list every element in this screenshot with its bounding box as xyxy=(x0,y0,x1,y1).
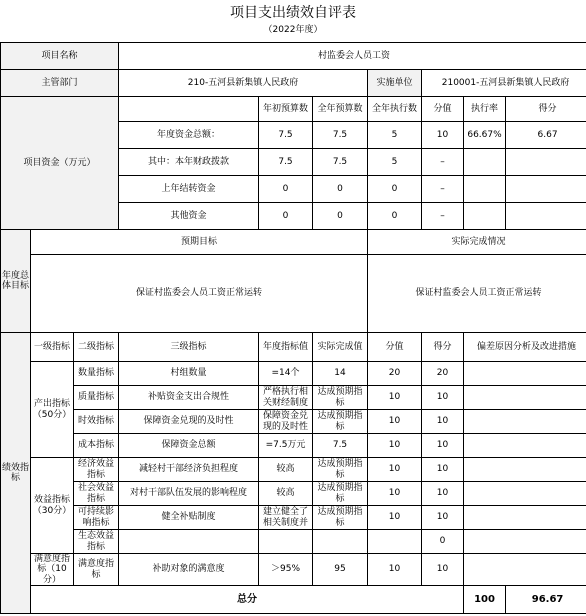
perf-score: 10 xyxy=(422,434,464,458)
perf-header-deviation: 偏差原因分析及改进措施 xyxy=(464,333,586,362)
funds-header-executed: 全年执行数 xyxy=(368,97,422,122)
perf-row xyxy=(1,482,586,506)
funds-row-label: 上年结转资金 xyxy=(119,176,259,203)
funds-rate xyxy=(464,149,506,176)
funds-annual: 7.5 xyxy=(313,122,368,149)
project-label: 项目名称 xyxy=(1,43,119,70)
goals-section-label: 年度总体目标 xyxy=(1,230,31,333)
perf-points xyxy=(368,530,422,554)
perf-points: 10 xyxy=(368,554,422,586)
perf-deviation xyxy=(464,506,586,530)
perf-l3: 对村干部队伍发展的影响程度 xyxy=(119,482,259,506)
funds-row-label: 其他资金 xyxy=(119,203,259,230)
perf-section-label: 绩效指标 xyxy=(1,333,31,614)
funds-points: – xyxy=(422,149,464,176)
funds-points: 10 xyxy=(422,122,464,149)
perf-points: 20 xyxy=(368,362,422,386)
funds-initial: 7.5 xyxy=(259,149,313,176)
funds-score: 6.67 xyxy=(506,122,586,149)
funds-annual: 7.5 xyxy=(313,149,368,176)
perf-l3: 保障资金兑现的及时性 xyxy=(119,410,259,434)
expected-goal: 保证村监委会人员工资正常运转 xyxy=(31,255,368,333)
perf-score: 10 xyxy=(422,410,464,434)
perf-l2: 可持续影响指标 xyxy=(74,506,119,530)
funds-label: 项目资金（万元） xyxy=(1,97,119,230)
perf-actual: 达成预期指标 xyxy=(313,386,368,410)
funds-row-label: 其中：本年财政拨款 xyxy=(119,149,259,176)
perf-score: 10 xyxy=(422,482,464,506)
perf-l3: 补助对象的满意度 xyxy=(119,554,259,586)
funds-initial: 0 xyxy=(259,176,313,203)
perf-actual xyxy=(313,530,368,554)
perf-l3: 村组数量 xyxy=(119,362,259,386)
total-label: 总分 xyxy=(31,586,464,614)
page-title: 项目支出绩效自评表 xyxy=(230,5,356,21)
actual-goal: 保证村监委会人员工资正常运转 xyxy=(368,255,586,333)
evaluation-table xyxy=(0,42,586,614)
year-note: （2022年度） xyxy=(263,25,323,35)
unit-value: 210001-五河县新集镇人民政府 xyxy=(422,70,586,97)
perf-deviation xyxy=(464,554,586,586)
perf-target: =14个 xyxy=(259,362,313,386)
funds-row-label: 年度资金总额： xyxy=(119,122,259,149)
actual-goal-header: 实际完成情况 xyxy=(368,230,586,255)
perf-deviation xyxy=(464,458,586,482)
perf-deviation xyxy=(464,410,586,434)
funds-header-rate: 执行率 xyxy=(464,97,506,122)
perf-points: 10 xyxy=(368,410,422,434)
funds-initial: 0 xyxy=(259,203,313,230)
perf-target: 保障资金兑现的及时性 xyxy=(259,410,313,434)
satisfaction-label: 满意度指标（10分） xyxy=(31,554,74,586)
perf-row xyxy=(1,530,586,554)
perf-target: 建立健全了相关制度并 xyxy=(259,506,313,530)
perf-header-actual: 实际完成值 xyxy=(313,333,368,362)
perf-score: 0 xyxy=(422,530,464,554)
funds-rate: 66.67% xyxy=(464,122,506,149)
perf-actual: 达成预期指标 xyxy=(313,458,368,482)
perf-row xyxy=(1,554,586,586)
funds-score xyxy=(506,203,586,230)
output-label: 产出指标（50分） xyxy=(31,362,74,458)
perf-row xyxy=(1,434,586,458)
funds-header-points: 分值 xyxy=(422,97,464,122)
expected-goal-header: 预期目标 xyxy=(31,230,368,255)
goals-header-row xyxy=(1,230,586,255)
perf-l2: 生态效益指标 xyxy=(74,530,119,554)
perf-l3: 补贴资金支出合规性 xyxy=(119,386,259,410)
funds-executed: 0 xyxy=(368,176,422,203)
perf-l2: 质量指标 xyxy=(74,386,119,410)
perf-l3 xyxy=(119,530,259,554)
funds-header-annual: 全年预算数 xyxy=(313,97,368,122)
funds-points: – xyxy=(422,176,464,203)
perf-header-l3: 三级指标 xyxy=(119,333,259,362)
effect-label: 效益指标（30分） xyxy=(31,458,74,554)
total-row xyxy=(1,586,586,614)
perf-l3: 减轻村干部经济负担程度 xyxy=(119,458,259,482)
perf-target: ＞95% xyxy=(259,554,313,586)
perf-row xyxy=(1,458,586,482)
perf-l2: 时效指标 xyxy=(74,410,119,434)
perf-header-row xyxy=(1,333,586,362)
total-points: 100 xyxy=(464,586,506,614)
perf-points: 10 xyxy=(368,434,422,458)
project-row xyxy=(1,43,586,70)
funds-executed: 0 xyxy=(368,203,422,230)
perf-actual: 达成预期指标 xyxy=(313,506,368,530)
perf-points: 10 xyxy=(368,506,422,530)
funds-annual: 0 xyxy=(313,176,368,203)
perf-l2: 成本指标 xyxy=(74,434,119,458)
perf-score: 10 xyxy=(422,458,464,482)
perf-header-l2: 二级指标 xyxy=(74,333,119,362)
perf-target: 较高 xyxy=(259,458,313,482)
dept-value: 210-五河县新集镇人民政府 xyxy=(119,70,368,97)
perf-target: =7.5万元 xyxy=(259,434,313,458)
perf-deviation xyxy=(464,386,586,410)
perf-actual: 95 xyxy=(313,554,368,586)
perf-l2: 社会效益指标 xyxy=(74,482,119,506)
funds-annual: 0 xyxy=(313,203,368,230)
unit-label: 实施单位 xyxy=(368,70,422,97)
department-row xyxy=(1,70,586,97)
perf-points: 10 xyxy=(368,386,422,410)
funds-executed: 5 xyxy=(368,149,422,176)
perf-score: 10 xyxy=(422,506,464,530)
perf-row xyxy=(1,386,586,410)
perf-deviation xyxy=(464,530,586,554)
funds-score xyxy=(506,176,586,203)
perf-l3: 保障资金总额 xyxy=(119,434,259,458)
perf-points: 10 xyxy=(368,482,422,506)
perf-actual: 达成预期指标 xyxy=(313,482,368,506)
goals-row xyxy=(1,255,586,333)
perf-actual: 达成预期指标 xyxy=(313,410,368,434)
perf-header-l1: 一级指标 xyxy=(31,333,74,362)
perf-score: 20 xyxy=(422,362,464,386)
perf-score: 10 xyxy=(422,554,464,586)
total-score: 96.67 xyxy=(506,586,586,614)
dept-label: 主管部门 xyxy=(1,70,119,97)
perf-actual: 7.5 xyxy=(313,434,368,458)
perf-deviation xyxy=(464,482,586,506)
perf-l2: 数量指标 xyxy=(74,362,119,386)
perf-header-points: 分值 xyxy=(368,333,422,362)
perf-row xyxy=(1,506,586,530)
perf-actual: 14 xyxy=(313,362,368,386)
funds-points: – xyxy=(422,203,464,230)
perf-l3: 健全补贴制度 xyxy=(119,506,259,530)
perf-l2: 经济效益指标 xyxy=(74,458,119,482)
perf-row xyxy=(1,362,586,386)
perf-points: 10 xyxy=(368,458,422,482)
funds-header-score: 得分 xyxy=(506,97,586,122)
perf-header-target: 年度指标值 xyxy=(259,333,313,362)
perf-deviation xyxy=(464,362,586,386)
funds-executed: 5 xyxy=(368,122,422,149)
funds-score xyxy=(506,149,586,176)
funds-header-blank xyxy=(119,97,259,122)
funds-header-initial: 年初预算数 xyxy=(259,97,313,122)
funds-rate xyxy=(464,203,506,230)
perf-score: 10 xyxy=(422,386,464,410)
funds-rate xyxy=(464,176,506,203)
project-value: 村监委会人员工资 xyxy=(119,43,586,70)
perf-target: 严格执行相关财经制度 xyxy=(259,386,313,410)
funds-initial: 7.5 xyxy=(259,122,313,149)
perf-target: 较高 xyxy=(259,482,313,506)
perf-l2: 满意度指标 xyxy=(74,554,119,586)
perf-header-score: 得分 xyxy=(422,333,464,362)
perf-row xyxy=(1,410,586,434)
funds-header-row xyxy=(1,97,586,122)
perf-deviation xyxy=(464,434,586,458)
perf-target xyxy=(259,530,313,554)
